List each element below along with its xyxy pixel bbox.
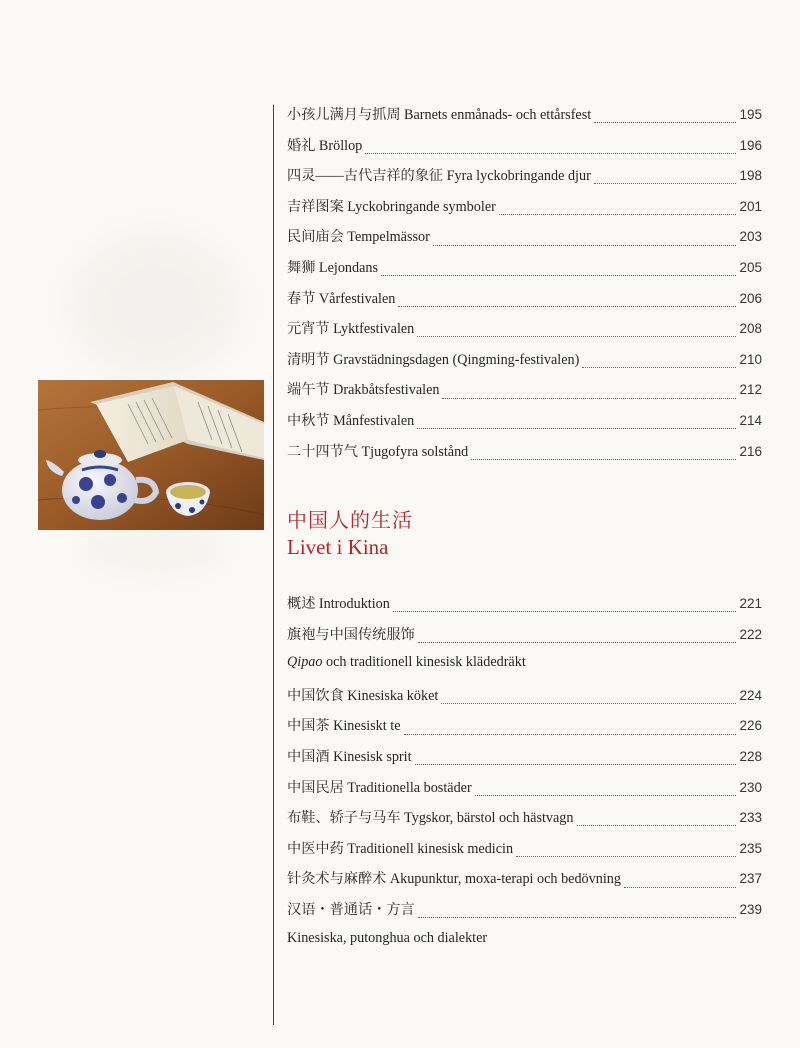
toc-entry[interactable]	[287, 104, 762, 135]
toc-entry-title: 中国饮食 Kinesiska köket	[287, 687, 439, 704]
toc-entry-title: 二十四节气 Tjugofyra solstånd	[287, 443, 469, 460]
toc-entry[interactable]	[287, 715, 762, 746]
toc-lower	[287, 593, 762, 960]
toc-entry-title: 概述 Introduktion	[287, 596, 390, 612]
column-divider	[273, 105, 274, 1025]
toc-entry-page: 230	[739, 779, 762, 795]
toc-entry-title: 端午节 Drakbåtsfestivalen	[287, 382, 440, 399]
toc-entry[interactable]	[287, 899, 762, 930]
dot-leader	[418, 916, 737, 918]
dot-leader	[594, 121, 736, 123]
toc-entry-title: 针灸术与麻醉术 Akupunktur, moxa-terapi och bedövning	[287, 871, 621, 888]
toc-entry-page: 196	[739, 137, 762, 153]
dot-leader	[475, 794, 737, 796]
dot-leader	[582, 366, 736, 368]
toc-entry-title: 中国茶 Kinesiskt te	[287, 718, 401, 735]
toc-entry-page: 198	[739, 168, 762, 184]
toc-entry[interactable]	[287, 257, 762, 288]
toc-entry-title: 婚礼 Bröllop	[287, 137, 363, 154]
toc-entry[interactable]	[287, 165, 762, 196]
toc-entry-title: 舞狮 Lejondans	[287, 259, 379, 276]
toc-entry[interactable]	[287, 410, 762, 441]
toc-upper	[287, 104, 762, 471]
dot-leader	[417, 427, 736, 429]
dot-leader	[433, 244, 737, 246]
toc-entry[interactable]	[287, 685, 762, 716]
toc-entry[interactable]	[287, 746, 762, 777]
toc-entry-page: 201	[739, 198, 762, 214]
section-title-zh: 中国人的生活	[287, 508, 413, 532]
section-heading	[287, 507, 413, 561]
toc-entry-page: 237	[739, 871, 762, 887]
toc-entry-page: 222	[739, 626, 762, 642]
toc-entry-continuation[interactable]	[287, 930, 762, 961]
toc-entry-title: 汉语・普通话・方言	[287, 901, 415, 918]
toc-entry-title: 小孩儿满月与抓周 Barnets enmånads- och ettårsfest	[287, 107, 592, 123]
toc-entry[interactable]	[287, 318, 762, 349]
toc-entry-page: 228	[739, 748, 762, 764]
toc-entry-title: 旗袍与中国传统服饰	[287, 626, 415, 643]
toc-entry[interactable]	[287, 288, 762, 319]
toc-entry-page: 239	[739, 901, 762, 917]
toc-entry-page: 216	[739, 443, 762, 459]
toc-entry[interactable]	[287, 441, 762, 472]
toc-entry[interactable]	[287, 226, 762, 257]
toc-entry-title-rest: och traditionell kinesisk klädedräkt	[322, 654, 526, 671]
qipao-italic: Qipao	[287, 654, 323, 671]
toc-entry[interactable]	[287, 593, 762, 624]
dot-leader	[418, 641, 737, 643]
dot-leader	[624, 886, 737, 888]
toc-entry[interactable]	[287, 135, 762, 166]
toc-entry-page: 235	[739, 840, 762, 856]
toc-entry-title: 元宵节 Lyktfestivalen	[287, 321, 415, 338]
dot-leader	[381, 274, 736, 276]
toc-entry-page: 233	[739, 810, 762, 826]
toc-entry-page: 224	[739, 687, 762, 703]
toc-entry-title: 中医中药 Traditionell kinesisk medicin	[287, 840, 514, 857]
dot-leader	[577, 824, 737, 826]
section-title-sv: Livet i Kina	[287, 535, 389, 559]
toc-entry-title: 布鞋、轿子与马车 Tygskor, bärstol och hästvagn	[287, 810, 574, 827]
toc-entry-page: 214	[739, 412, 762, 428]
toc-entry-page: 212	[739, 382, 762, 398]
toc-entry-title: 中秋节 Månfestivalen	[287, 412, 415, 429]
toc-entry-continuation[interactable]	[287, 654, 762, 685]
dot-leader	[471, 458, 736, 460]
toc-entry-title: 春节 Vårfestivalen	[287, 290, 396, 307]
dot-leader	[442, 397, 736, 399]
toc-entry[interactable]	[287, 379, 762, 410]
toc-entry[interactable]	[287, 196, 762, 227]
toc-entry-title	[287, 654, 526, 671]
toc-entry[interactable]	[287, 624, 762, 655]
toc-entry-title: 四灵——古代吉祥的象征 Fyra lyckobringande djur	[287, 168, 591, 185]
toc-entry-page: 205	[739, 259, 762, 275]
dot-leader	[398, 305, 736, 307]
bleed-through-shadow	[70, 230, 240, 380]
toc-entry-page: 206	[739, 290, 762, 306]
dot-leader	[365, 152, 736, 154]
dot-leader	[516, 855, 736, 857]
toc-entry-page: 203	[739, 229, 762, 245]
dot-leader	[441, 702, 736, 704]
dot-leader	[594, 182, 737, 184]
teapot-and-book-photo	[38, 380, 264, 530]
toc-entry-title: 中国酒 Kinesisk sprit	[287, 748, 412, 765]
toc-entry[interactable]	[287, 838, 762, 869]
toc-entry-page: 195	[739, 107, 762, 122]
toc-entry-page: 210	[739, 351, 762, 367]
dot-leader	[417, 335, 736, 337]
dot-leader	[415, 763, 737, 765]
toc-entry-page: 221	[739, 596, 762, 611]
dot-leader	[499, 213, 737, 215]
toc-entry[interactable]	[287, 777, 762, 808]
toc-entry[interactable]	[287, 868, 762, 899]
dot-leader	[404, 733, 737, 735]
toc-entry-title: 清明节 Gravstädningsdagen (Qingming-festivalen)	[287, 351, 580, 368]
dot-leader	[393, 610, 737, 612]
toc-entry-title: 民间庙会 Tempelmässor	[287, 229, 430, 246]
toc-entry-page: 226	[739, 718, 762, 734]
toc-entry-title: 吉祥图案 Lyckobringande symboler	[287, 198, 496, 215]
toc-entry-title: Kinesiska, putonghua och dialekter	[287, 929, 488, 946]
toc-entry-page: 208	[739, 321, 762, 337]
toc-entry-title: 中国民居 Traditionella bostäder	[287, 779, 472, 796]
toc-entry[interactable]	[287, 349, 762, 380]
toc-entry[interactable]	[287, 807, 762, 838]
